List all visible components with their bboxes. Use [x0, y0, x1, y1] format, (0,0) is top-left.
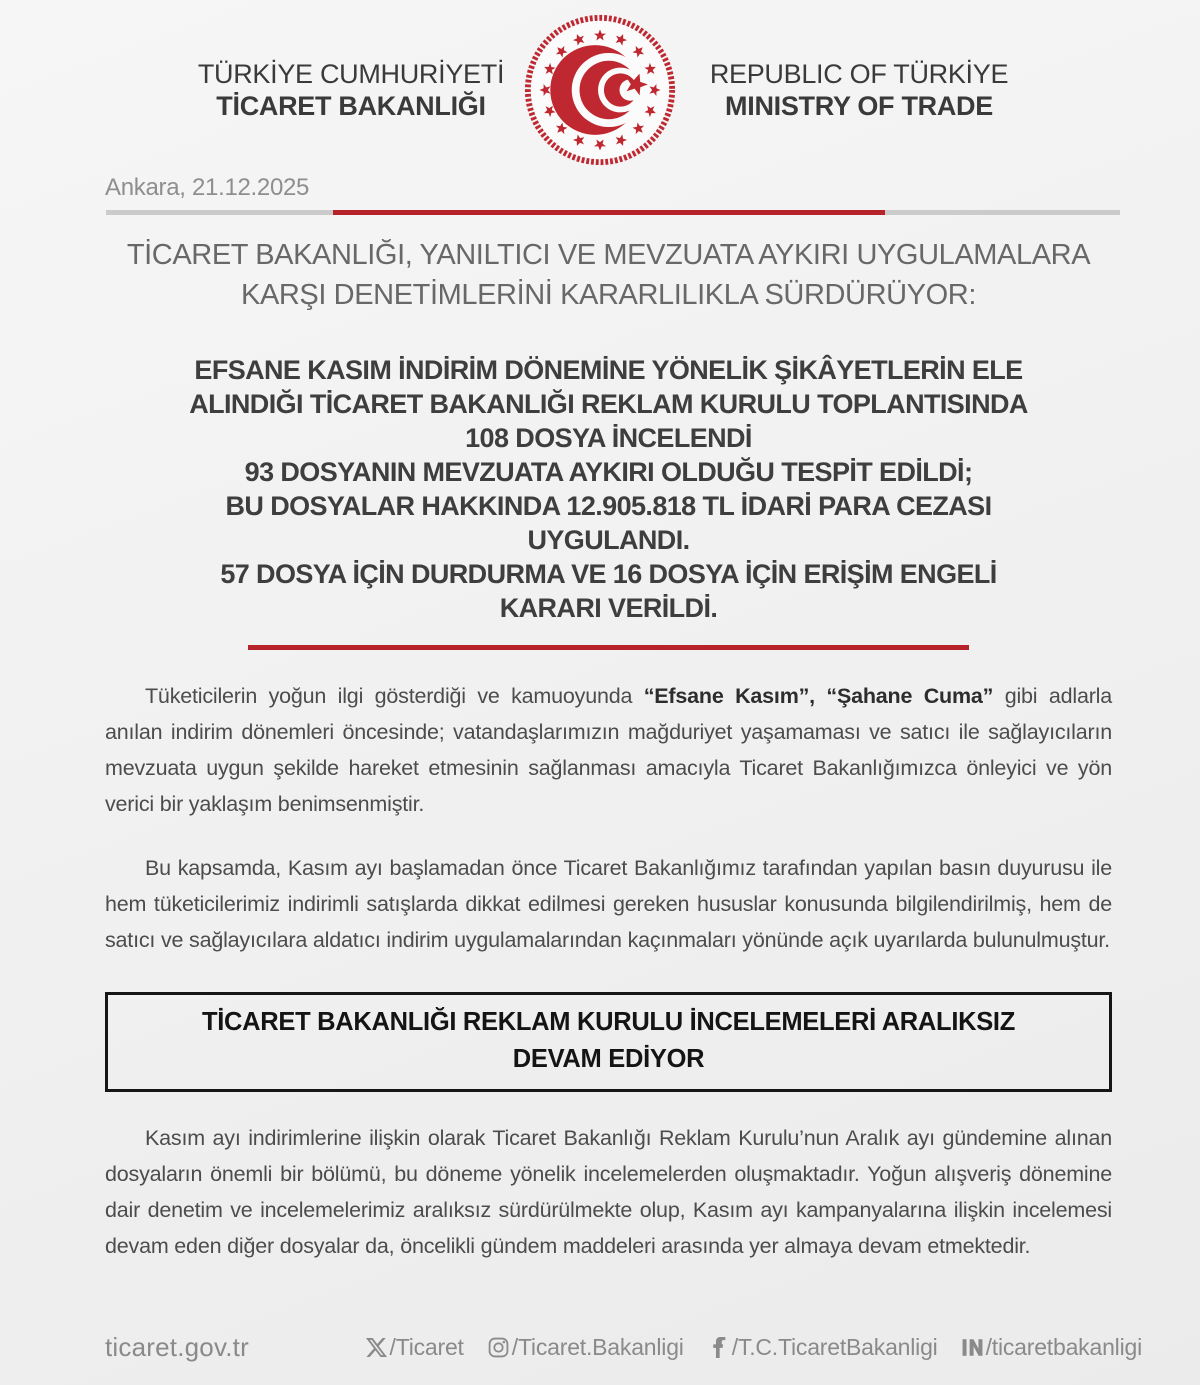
- headline-line: KARARI VERİLDİ.: [499, 593, 718, 623]
- org-ministry-tr: TİCARET BAKANLIĞI: [216, 91, 486, 121]
- headline-line: 108 DOSYA İNCELENDİ: [465, 423, 752, 453]
- boxed-heading-line: TİCARET BAKANLIĞI REKLAM KURULU İNCELEMELERİ ARALIKSIZ: [202, 1008, 1015, 1036]
- instagram-icon: [488, 1337, 509, 1358]
- social-handle: /Ticaret.Bakanligi: [511, 1334, 684, 1360]
- org-country-en: REPUBLIC OF TÜRKİYE: [709, 59, 1009, 89]
- org-name-english: [678, 58, 1200, 122]
- nsosyal-icon: [962, 1337, 983, 1358]
- headline-line: 93 DOSYANIN MEVZUATA AYKIRI OLDUĞU TESPİT EDİLDİ;: [244, 457, 973, 487]
- org-name-turkish: [0, 58, 522, 122]
- social-handle: /ticaretbakanligi: [985, 1334, 1142, 1360]
- social-links: [366, 1334, 1142, 1361]
- paragraph-3: Kasım ayı indirimlerine ilişkin olarak Ticaret Bakanlığı Reklam Kurulu’nun Aralık ayı gündemine alınan dosyaların önemli bir bölümü, bu döneme yönelik incelemelerden oluşmaktadır. Yoğun alışveriş dönemine dair denetim ve incelemelerimiz aralıksız sürdürülmekte olup, Kasım ayı kampanyalarına ilişkin incelemesi devam eden diğer dosyalar da, öncelikli gündem maddeleri arasında yer almaya devam etmektedir.: [105, 1126, 1112, 1258]
- social-link-facebook[interactable]: [708, 1334, 938, 1361]
- paragraph-1: [105, 678, 1112, 822]
- social-link-x[interactable]: [366, 1334, 464, 1361]
- footer: [0, 1332, 1200, 1363]
- subtitle-line: KARŞI DENETİMLERİNİ KARARLILIKLA SÜRDÜRÜYOR:: [241, 279, 976, 311]
- org-ministry-en: MINISTRY OF TRADE: [725, 91, 993, 121]
- headline-line: UYGULANDI.: [527, 525, 690, 555]
- masthead: [0, 0, 1200, 168]
- social-handle: /Ticaret: [389, 1334, 464, 1360]
- document-body: [105, 235, 1112, 1264]
- press-release-subtitle: [105, 235, 1112, 315]
- org-country-tr: TÜRKİYE CUMHURİYETİ: [197, 59, 505, 89]
- social-link-instagram[interactable]: [488, 1334, 684, 1361]
- press-release-headline: [105, 353, 1112, 625]
- ministry-of-trade-logo: [522, 12, 678, 168]
- subtitle-line: TİCARET BAKANLIĞI, YANILTICI VE MEVZUATA AYKIRI UYGULAMALARA: [126, 239, 1091, 271]
- headline-line: ALINDIĞI TİCARET BAKANLIĞI REKLAM KURULU TOPLANTISINDA: [189, 389, 1028, 419]
- paragraph-1-text: gibi adlarla anılan indirim dönemleri öncesinde; vatandaşlarımızın mağduriyet yaşamaması ve satıcı ile sağlayıcıların mevzuata uygun şekilde hareket etmesinin sağlanması amacıyla Ticaret Bakanlığımızca önleyici ve yön verici bir yaklaşım benimsenmiştir.: [105, 684, 1113, 816]
- headline-divider: [248, 645, 969, 650]
- headline-line: BU DOSYALAR HAKKINDA 12.905.818 TL İDARİ PARA CEZASI: [225, 491, 992, 521]
- website-link[interactable]: ticaret.gov.tr: [105, 1332, 249, 1362]
- paragraph-1-bold: “Efsane Kasım”, “Şahane Cuma”: [643, 684, 994, 708]
- boxed-section-heading: [105, 992, 1112, 1092]
- headline-line: 57 DOSYA İÇİN DURDURMA VE 16 DOSYA İÇİN ERİŞİM ENGELİ: [220, 559, 997, 589]
- social-link-nsosyal[interactable]: [962, 1334, 1142, 1361]
- header-divider: [106, 210, 1120, 215]
- social-handle: /T.C.TicaretBakanligi: [731, 1334, 938, 1360]
- headline-line: EFSANE KASIM İNDİRİM DÖNEMİNE YÖNELİK ŞİKÂYETLERİN ELE: [194, 355, 1023, 385]
- ministry-emblem-icon: [522, 12, 678, 168]
- dateline: Ankara, 21.12.2025: [105, 174, 310, 201]
- facebook-icon: [708, 1337, 729, 1358]
- boxed-heading-line: DEVAM EDİYOR: [512, 1045, 705, 1073]
- paragraph-2: Bu kapsamda, Kasım ayı başlamadan önce Ticaret Bakanlığımız tarafından yapılan basın duyurusu ile hem tüketicilerimiz indirimli satışlarda dikkat edilmesi gereken hususlar konusunda bilgilendirilmiş, hem de satıcı ve sağlayıcılara aldatıcı indirim uygulamalarından kaçınmaları yönünde açık uyarılarda bulunulmuştur.: [105, 856, 1112, 952]
- paragraph-1-text: Tüketicilerin yoğun ilgi gösterdiği ve kamuoyunda: [145, 684, 644, 708]
- x-icon: [366, 1337, 387, 1358]
